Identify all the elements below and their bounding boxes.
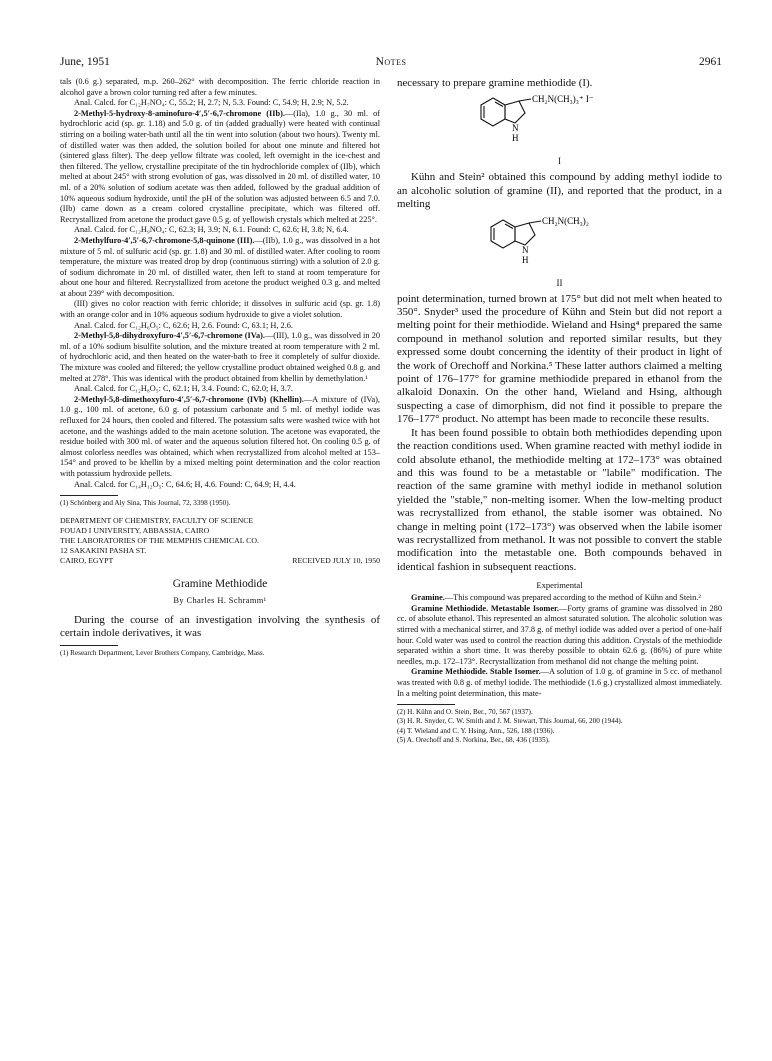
- procedure-paragraph: [60, 395, 380, 480]
- experiment-heading: Gramine Methiodide. Metastable Isomer.: [411, 603, 560, 613]
- procedure-text: —(IIa), 1.0 g., 30 ml. of hydrochloric acid (sp. gr. 1.18) and 5.0 g. of tin (added gradually) were heated with continual stirring on a boiling water-bath until all the tin went into solution (about two hours). Twenty ml. of distilled water was then added, the solution boiled for about one minute and filtered hot (sintered glass filter). The deep yellow filtrate was cooled, left overnight in the ice-chest and then filtered. The yellow, crystalline precipitate of the tin hydrochloride complex of (IIb), which melted at about 245° with strong evolution of gas, was dissolved in 20 ml. of distilled water, 10 ml. of a 20% solution of sodium acetate was then added, followed by the gradual addition of 10% aqueous sodium hydroxide, until the pH of the solution was adjusted between 6.5 and 7.0. (IIb) came down as a cream colored crystalline precipitate, which was filtered off. Recrystallized from acetone the product gave 0.5 g. of yellowish crystals which melted at 225°.: [60, 108, 380, 224]
- experimental-paragraph: [397, 604, 722, 668]
- procedure-text: —A mixture of (IVa), 1.0 g., 100 ml. of acetone, 6.0 g. of potassium carbonate and 5 ml. of methyl iodide was refluxed for 24 hours, then cooled and filtered. The potassium salts were washed twice with hot acetone, and the washings added to the main acetone solution. The acetone was evaporated, the residue boiled with 300 ml. of water and the aqueous solution filtered hot. On cooling 0.5 g. of almost colorless needles was obtained, which when recrystallized from alcohol melted at 153–154° and proved to be khellin by a mixed melting point determination and the color reaction with potassium hydroxide pellets.: [60, 394, 380, 478]
- structure-nitrogen: N: [521, 244, 528, 255]
- body-paragraph: It has been found possible to obtain both methiodides depending upon the reaction conditions used. When gramine reacted with methyl iodide in cold absolute ethanol, the methiodide melting at 172–173° was obtained and this was found to be a metastable or "labile" modification. The reaction of the same gramine with methyl iodide in methanol solution yielded the "stable," non-melting isomer. When the low-melting product was recrystallized from ethanol, the stable isomer was obtained. No change in melting point (172–173°) was observed when the labile isomer was recrystallized from methanol. It was not possible to convert the stable modification into the metastable one. Both compounds behaved in identical fashion in subsequent reactions.: [397, 426, 722, 573]
- body-paragraph: Kühn and Stein² obtained this compound by adding methyl iodide to an alcoholic solution of gramine (II), and reported that the product, in a melting: [397, 171, 722, 211]
- analysis-line: Anal. Calcd. for C₁₂H₆O₅: C, 62.6; H, 2.6. Found: C, 63.1; H, 2.6.: [74, 320, 293, 330]
- received-line: [60, 556, 380, 566]
- structure-nitrogen: N: [511, 123, 518, 134]
- article-intro: During the course of an investigation involving the synthesis of certain indole derivatives, it was: [60, 613, 380, 639]
- structure-diagram-I: [465, 94, 655, 154]
- footnote: (2) H. Kühn and O. Stein, Ber., 70, 567 (1937).: [397, 708, 533, 717]
- paragraph: (III) gives no color reaction with ferric chloride; it dissolves in sulfuric acid (sp. gr. 1.8) with an orange color and in 10% aqueous sodium hydroxide to give a violet solution.: [60, 299, 380, 320]
- compound-heading: 2-Methyl-5,8-dihydroxyfuro-4′,5′-6,7-chromone (IVa).: [74, 331, 265, 341]
- compound-heading: 2-Methylfuro-4′,5′-6,7-chromone-5,8-quinone (III).: [74, 235, 255, 245]
- footnote-rule: [60, 645, 118, 646]
- footnote-rule: [60, 495, 118, 496]
- compound-heading: 2-Methyl-5-hydroxy-8-aminofuro-4′,5′-6,7-chromone (IIb).: [74, 108, 285, 118]
- lead-text: necessary to prepare gramine methiodide (I).: [397, 77, 593, 89]
- procedure-text: —(IIb), 1.0 g., was dissolved in a hot mixture of 5 ml. of sulfuric acid (sp. gr. 1.8) and 30 ml. of distilled water. After cooling to room temperature, the mixture was treated drop by drop (continuous stirring) with a solution of 2.0 g. of sodium dichromate in 20 ml. of distilled water, then left to stand at room temperature for about one hour and filtered. Recrystallized from acetone the product weighed 0.3 g. and melted at about 239° with decomposition.: [60, 235, 381, 298]
- article-byline: By Charles H. Schramm¹: [173, 595, 267, 605]
- structure-label: I: [558, 156, 561, 167]
- analysis-line: Anal. Calcd. for C₁₂H₉NO₄: C, 62.3; H, 3.9; N, 6.1. Found: C, 62.6; H, 3.8; N, 6.4.: [74, 225, 349, 235]
- address-line: 12 SAKAKINI PASHA ST.: [60, 545, 147, 555]
- affiliation-block: [60, 516, 380, 565]
- compound-heading: 2-Methyl-5,8-dimethoxyfuro-4′,5′-6,7-chromone (IVb) (Khellin).: [74, 394, 304, 404]
- address-line: FOUAD I UNIVERSITY, ABBASSIA, CAIRO: [60, 526, 210, 536]
- procedure-text: —(III), 1.0 g., was dissolved in 20 ml. of a 10% sodium bisulfite solution, and the mixture treated at room temperature with 2 ml. of hydrochloric acid, and then heated on the water-bath to free it completely of sulfur dioxide. The mixture was cooled and filtered; the yellow crystalline product obtained weighed 0.8 g. and melted at 278°. This was identical with the product obtained from khellin by demethylation.¹: [60, 331, 380, 383]
- experiment-heading: Gramine Methiodide. Stable Isomer.: [411, 667, 541, 677]
- city: CAIRO, EGYPT: [60, 555, 114, 565]
- analysis-line: Anal. Calcd. for C₁₂H₈O₅: C, 62.1; H, 3.4. Found: C, 62.0; H, 3.7.: [74, 384, 293, 394]
- page-header: [60, 56, 722, 72]
- body-paragraph: point determination, turned brown at 175° but did not melt when heated to 350°. Snyder³ used the procedure of Kühn and Stein but did not report a melting point for their methiodide. Wieland and Hsing⁴ prepared the same compound in methanol solution and reported similar results, but they expressed some doubt concerning the identity of their product in light of the work of Orechoff and Norkina.⁵ These latter authors claimed a melting point of 176–177° for gramine methiodide prepared in ethanol from the alkaloid Donaxin. On the other hand, Wieland and Hsing, although suspecting a case of dimorphism, did not find it possible to prepare the 176–177° product. No attempt has been made to reconcile these results.: [397, 292, 722, 426]
- pyrrole-ring: [515, 223, 535, 245]
- header-page-number: 2961: [699, 56, 722, 68]
- footnote: (1) Schönberg and Aly Sina, This Journal, 72, 3398 (1950).: [60, 499, 231, 508]
- pyrrole-ring: [505, 101, 525, 123]
- experiment-text: —This compound was prepared according to the method of Kühn and Stein.²: [444, 593, 701, 603]
- footnote: (5) A. Orechoff and S. Norkina, Ber., 68, 436 (1935).: [397, 735, 550, 744]
- footnote: (3) H. R. Snyder, C. W. Smith and J. M. Stewart, This Journal, 66, 200 (1944).: [397, 717, 623, 726]
- structure-label: II: [556, 277, 563, 288]
- structure-substituent: CH₂N(CH₃)₂: [541, 215, 589, 226]
- address-line: THE LABORATORIES OF THE MEMPHIS CHEMICAL CO.: [60, 535, 259, 545]
- structure-hydrogen: H: [521, 254, 528, 265]
- footnote-rule: [397, 704, 455, 705]
- section-heading: Experimental: [536, 580, 583, 591]
- header-section: Notes: [375, 56, 407, 68]
- procedure-paragraph: [60, 109, 380, 226]
- experiment-text: —Forty grams of gramine was dissolved in 280 cc. of absolute ethanol. This represented an almost saturated solution. The alcoholic solution was stirred with a mechanical stirrer, and 37.8 g. of methyl iodide was added over a period of one-half hour. Cold water was used to control the reaction during this addition. Crystals of the methiodide separated within a short time. It was thereby possible to obtain 62.6 g. (86%) of pure white needles, m.p. 172–173°. Recrystallization from methanol did not change the melting point.: [397, 603, 722, 666]
- experiment-text: —A solution of 1.0 g. of gramine in 5 cc. of methanol was treated with 0.8 g. of methyl iodide. The methiodide (1.6 g.) crystallized almost immediately. In a melting point determination, this mate-: [397, 667, 723, 698]
- address-line: DEPARTMENT OF CHEMISTRY, FACULTY OF SCIENCE: [60, 516, 254, 526]
- article-title: Gramine Methiodide: [172, 578, 268, 591]
- benzene-ring: [491, 220, 515, 248]
- procedure-paragraph: [60, 331, 380, 384]
- paragraph: tals (0.6 g.) separated, m.p. 260–262° with decomposition. The ferric chloride reaction in alcohol gave a brown color turning red after a few minutes.: [60, 77, 380, 97]
- structure-substituent: CH₂N(CH₃)₃⁺ I⁻: [531, 94, 594, 105]
- footnote: (4) T. Wieland and C. Y. Hsing, Ann., 526, 188 (1936).: [397, 726, 555, 735]
- structure-diagram-II: [475, 216, 645, 276]
- experimental-paragraph: [397, 593, 722, 604]
- left-column: [60, 77, 380, 659]
- analysis-line: Anal. Calcd. for C₁₂H₇NO₄: C, 55.2; H, 2.7; N, 5.3. Found: C, 54.9; H, 2.9; N, 5.2.: [74, 98, 349, 108]
- header-date: June, 1951: [60, 56, 110, 68]
- received-date: RECEIVED JULY 10, 1950: [292, 555, 380, 565]
- analysis-line: Anal. Calcd. for C₁₄H₁₂O₅: C, 64.6; H, 4.6. Found: C, 64.9; H, 4.4.: [74, 479, 296, 489]
- procedure-paragraph: [60, 236, 380, 300]
- experimental-paragraph: [397, 667, 722, 699]
- experiment-heading: Gramine.: [411, 593, 445, 603]
- benzene-ring: [481, 98, 505, 126]
- structure-hydrogen: H: [511, 133, 518, 144]
- footnote: (1) Research Department, Lever Brothers Company, Cambridge, Mass.: [60, 649, 265, 658]
- right-column: [397, 77, 722, 745]
